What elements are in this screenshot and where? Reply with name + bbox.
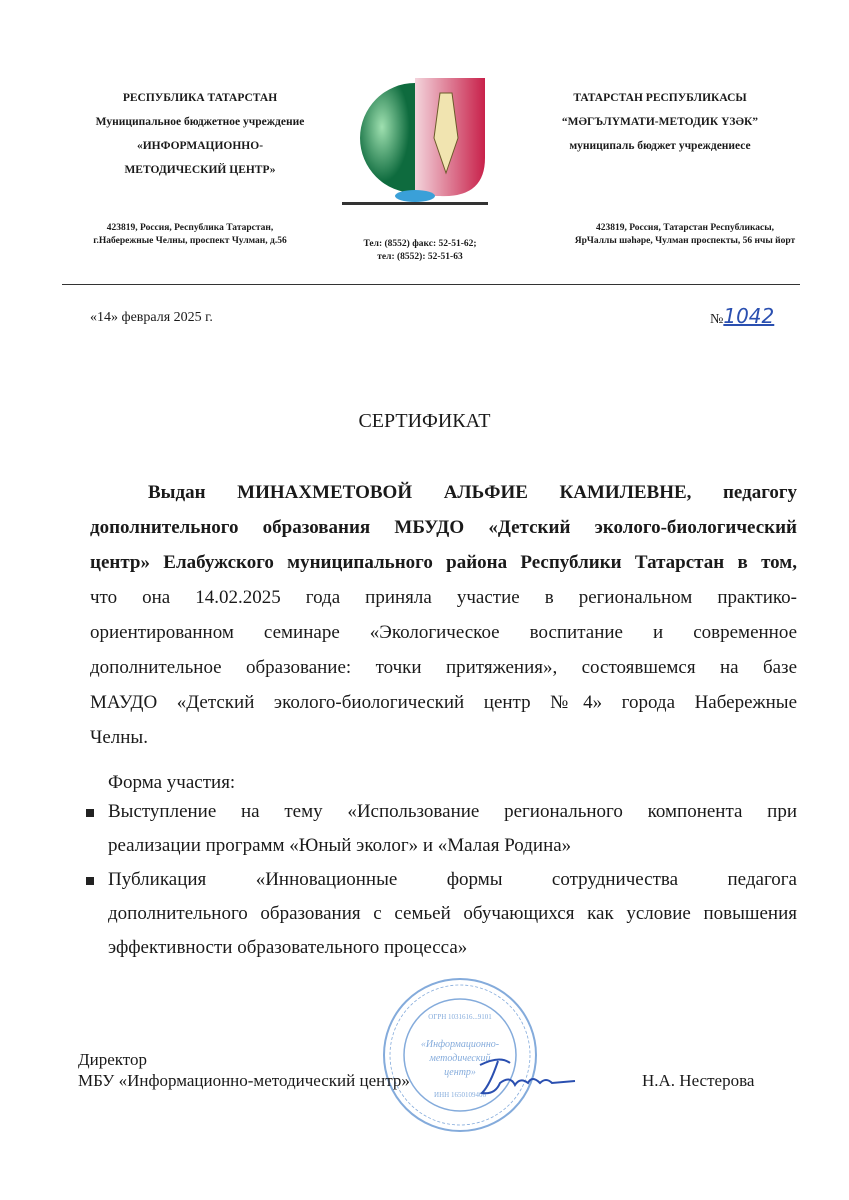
bullet-icon (86, 809, 94, 817)
body-line: дополнительное образование: точки притяжения», состоявшемся на базе (90, 657, 797, 678)
body-line: что она 14.02.2025 года приняла участие в региональном практико- (90, 587, 797, 608)
signature-position: Директор (78, 1050, 147, 1069)
institution-name-2: МЕТОДИЧЕСКИЙ ЦЕНТР» (124, 164, 276, 176)
institution-type-tatar: муниципаль бюджет учреждениесе (569, 140, 751, 152)
signature-scribble (470, 1055, 580, 1105)
document-date: «14» февраля 2025 г. (90, 310, 213, 325)
number-handwritten: 1042 (723, 304, 775, 328)
stamp-text-3: центр» (444, 1067, 476, 1078)
logo (340, 78, 490, 208)
participation-label: Форма участия: (108, 772, 236, 793)
body-line: центр» Елабужского муниципального района Республики Татарстан в том, (90, 552, 797, 573)
address-line: г.Набережные Челны, проспект Чулман, д.56 (93, 236, 287, 246)
signatory-name: Н.А. Нестерова (642, 1071, 755, 1090)
bullet-line: Публикация «Инновационные формы сотрудничества педагога (108, 869, 797, 890)
stamp-ogrn: ОГРН 1031616...9101 (428, 1013, 492, 1021)
republic-name: РЕСПУБЛИКА ТАТАРСТАН (122, 92, 278, 104)
stamp-text-1: «Информационно- (420, 1039, 500, 1050)
address-right (550, 222, 820, 248)
contacts-center (340, 238, 500, 264)
bullet-line: реализации программ «Юный эколог» и «Малая Родина» (108, 835, 572, 856)
stamp-text-2: методический (429, 1053, 491, 1064)
header-right (530, 86, 790, 158)
number-label: № (710, 312, 724, 327)
republic-name-tatar: ТАТАРСТАН РЕСПУБЛИКАСЫ (573, 92, 747, 104)
bullet-line: дополнительного образования с семьей обучающихся как условие повышения (108, 903, 797, 924)
signature-organization: МБУ «Информационно-методический центр» (78, 1071, 410, 1090)
header-left (70, 86, 330, 182)
institution-name-1: «ИНФОРМАЦИОННО- (136, 140, 264, 152)
institution-type: Муниципальное бюджетное учреждение (95, 116, 305, 128)
institution-name-tatar: “МӘГЪЛҮМАТИ-МЕТОДИК ҮЗӘК” (561, 116, 759, 128)
phone-fax: Тел: (8552) факс: 52-51-62; (363, 239, 477, 249)
document-title: СЕРТИФИКАТ (358, 410, 491, 432)
document-number (710, 304, 774, 328)
stamp-inn: ИНН 1650109406 (434, 1091, 486, 1099)
body-line: дополнительного образования МБУДО «Детский эколого-биологический (90, 517, 797, 538)
address-line: 423819, Россия, Республика Татарстан, (106, 223, 274, 233)
body-line: Челны. (90, 727, 148, 748)
header-divider (62, 284, 800, 285)
bullet-line: эффективности образовательного процесса» (108, 937, 468, 958)
body-line: МАУДО «Детский эколого-биологический центр №4» города Набережные (90, 692, 797, 713)
phone: тел: (8552): 52-51-63 (377, 252, 463, 262)
body-line: Выдан МИНАХМЕТОВОЙ АЛЬФИЕ КАМИЛЕВНЕ, педагогу (148, 482, 797, 503)
address-line: 423819, Россия, Татарстан Республикасы, (595, 223, 775, 233)
body-line: ориентированном семинаре «Экологическое воспитание и современное (90, 622, 797, 643)
bullet-line: Выступление на тему «Использование регионального компонента при (108, 801, 797, 822)
address-left (60, 222, 320, 248)
address-line: ЯрЧаллы шәһәре, Чулман проспекты, 56 нчы йорт (574, 236, 796, 246)
bullet-icon (86, 877, 94, 885)
